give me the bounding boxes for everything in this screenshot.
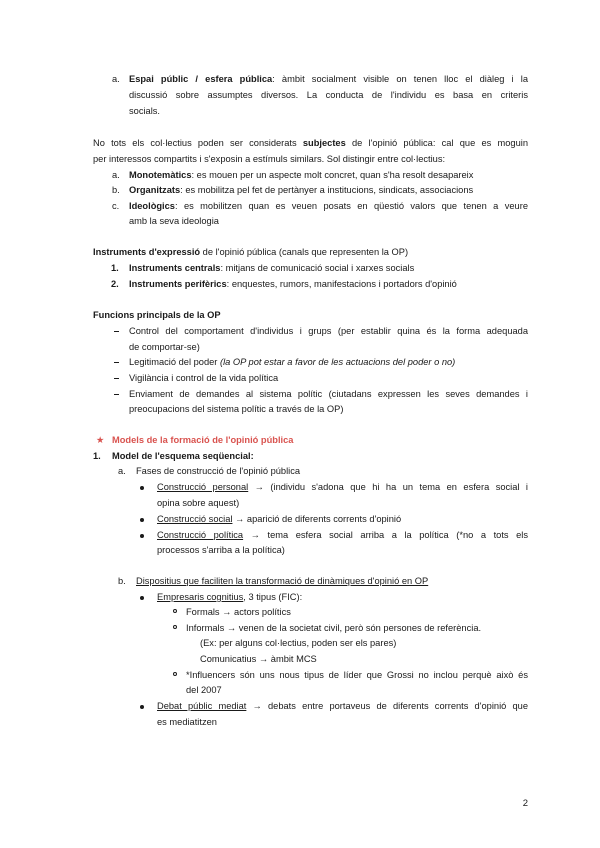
espai-public-line-2: discussió sobre assumptes diversos. La conducta de l'individu es basa en criteris bbox=[129, 90, 528, 100]
funcio-enviament-cont: preocupacions del sistema polític a través de la OP) bbox=[129, 404, 344, 414]
empresaris-comunicatius: Comunicatius → àmbit MCS bbox=[200, 654, 317, 664]
funcio-control-cont: de comportar-se) bbox=[129, 342, 200, 352]
empresaris-informals: Informals → venen de la societat civil, però són persones de referència. bbox=[186, 623, 482, 633]
dash-bullet bbox=[114, 378, 119, 379]
dash-bullet bbox=[114, 362, 119, 363]
debat-public-mediat-cont: es mediatitzen bbox=[157, 717, 217, 727]
bullet-ring bbox=[173, 625, 177, 629]
espai-public-line-1: Espai públic / esfera pública: àmbit socialment visible on tenen lloc el diàleg i la bbox=[129, 74, 528, 84]
bullet-dot bbox=[140, 596, 144, 600]
bullet-ring bbox=[173, 672, 177, 676]
page-number: 2 bbox=[522, 798, 528, 809]
funcions-heading: Funcions principals de la OP bbox=[93, 310, 221, 320]
list-item-ideologics-cont: amb la seva ideologia bbox=[129, 216, 219, 226]
dispositius-heading: Dispositius que faciliten la transformació de dinàmiques d'opinió en OP bbox=[136, 576, 429, 586]
instruments-heading: Instruments d'expressió de l'opinió pública (canals que representen la OP) bbox=[93, 247, 409, 257]
bullet-dot bbox=[140, 518, 144, 522]
espai-public-term: Espai públic / esfera pública bbox=[129, 74, 273, 84]
bullet-dot bbox=[140, 534, 144, 538]
debat-public-mediat: Debat públic mediat → debats entre portaveus de diferents corrents d'opinió que bbox=[157, 701, 529, 711]
models-heading: Models de la formació de l'opinió pública bbox=[112, 435, 294, 445]
empresaris-cognitius: Empresaris cognitius, 3 tipus (FIC): bbox=[157, 592, 303, 602]
list-item-instruments-perifèrics: Instruments perifèrics: enquestes, rumors, manifestacions i portadors d'opinió bbox=[129, 279, 457, 289]
list-marker: 1. bbox=[93, 451, 101, 461]
star-icon: ★ bbox=[96, 435, 105, 445]
list-item-organitzats: Organitzats: es mobilitza pel fet de pertànyer a institucions, sindicats, associacions bbox=[129, 185, 474, 195]
funcio-enviament: Enviament de demandes al sistema polític (ciutadans expressen les seves demandes i bbox=[129, 389, 528, 399]
funcio-vigilancia: Vigilància i control de la vida política bbox=[129, 373, 279, 383]
influencers-note: *Influencers són uns nous tipus de líder que Grossi no inclou perquè això és bbox=[186, 670, 528, 680]
model-sequencial-heading: Model de l'esquema seqüencial: bbox=[112, 451, 254, 461]
list-marker: c. bbox=[112, 201, 120, 211]
list-marker: b. bbox=[118, 576, 126, 586]
subjects-paragraph-line-1: No tots els col·lectius poden ser considerats subjectes de l'opinió pública: cal que es moguin bbox=[93, 138, 528, 148]
list-marker: a. bbox=[112, 170, 120, 180]
list-item-instruments-centrals: Instruments centrals: mitjans de comunicació social i xarxes socials bbox=[129, 263, 415, 273]
dash-bullet bbox=[114, 331, 119, 332]
fase-personal: Construcció personal → (individu s'adona que hi ha un tema en esfera social i bbox=[157, 482, 528, 492]
bullet-dot bbox=[140, 705, 144, 709]
subjects-term: subjectes bbox=[302, 138, 346, 148]
list-marker: 2. bbox=[111, 279, 119, 289]
fases-heading: Fases de construcció de l'opinió pública bbox=[136, 466, 301, 476]
list-marker: b. bbox=[112, 185, 120, 195]
list-marker: a. bbox=[112, 74, 120, 84]
subjects-paragraph-line-2: per interessos compartits i s'exposin a estímuls similars. Sol distingir entre col·lectius: bbox=[93, 154, 446, 164]
list-item-ideologics: Ideològics: es mobilitzen quan es veuen posats en qüestió valors que tenen a veure bbox=[129, 201, 528, 211]
list-marker: 1. bbox=[111, 263, 119, 273]
bullet-ring bbox=[173, 609, 177, 613]
influencers-note-cont: del 2007 bbox=[186, 685, 222, 695]
list-item-monotematics: Monotemàtics: es mouen per un aspecte molt concret, quan s'ha resolt desapareix bbox=[129, 170, 474, 180]
fase-politica-cont: processos s'arriba a la política) bbox=[157, 545, 285, 555]
espai-public-line-3: socials. bbox=[129, 106, 161, 116]
funcio-control: Control del comportament d'individus i grups (per establir quina és la forma adequada bbox=[129, 326, 528, 336]
funcio-legitimacio: Legitimació del poder (la OP pot estar a favor de les actuacions del poder o no) bbox=[129, 357, 456, 367]
dash-bullet bbox=[114, 394, 119, 395]
empresaris-formals: Formals → actors polítics bbox=[186, 607, 291, 617]
empresaris-informals-example: (Ex: per alguns col·lectius, poden ser els pares) bbox=[200, 638, 397, 648]
list-marker: a. bbox=[118, 466, 126, 476]
fase-politica: Construcció política → tema esfera social arriba a la política (*no a tots els bbox=[157, 530, 528, 540]
fase-social: Construcció social → aparició de diferents corrents d'opinió bbox=[157, 514, 402, 524]
fase-personal-cont: opina sobre aquest) bbox=[157, 498, 240, 508]
bullet-dot bbox=[140, 486, 144, 490]
